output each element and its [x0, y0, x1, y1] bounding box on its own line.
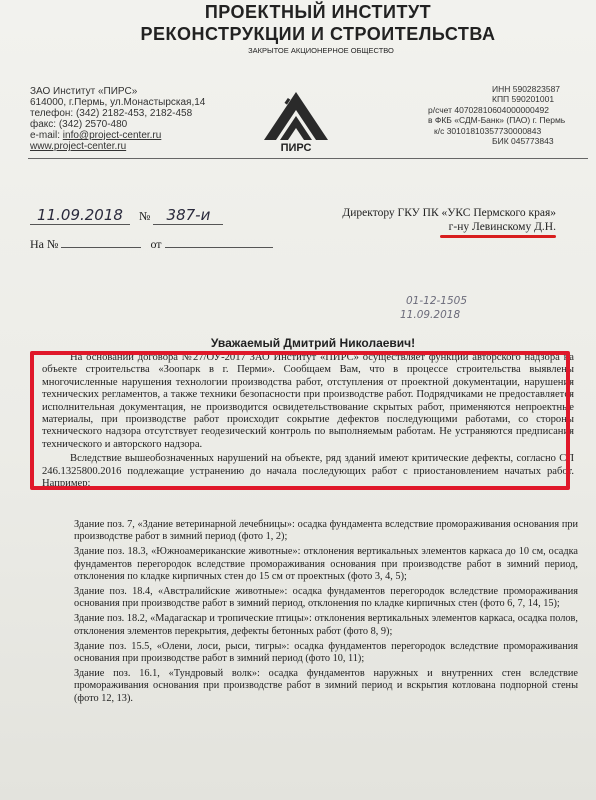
incoming-date-field — [165, 237, 273, 248]
corr-account: к/с 30101810357730000843 — [434, 125, 542, 136]
letter-date: 11.09.2018 — [30, 206, 130, 225]
list-item: Здание поз. 18.2, «Мадагаскар и тропические птицы»: отклонения вертикальных элементов каркаса, осадка полов, отклонения элементов перекрытия, дефекты бетонных работ (фото 8, 9); — [74, 613, 578, 637]
list-item: Здание поз. 16.1, «Тундровый волк»: осадка фундаментов наружных и внутренних стен вследствие промораживания основания при производстве работ в зимний период и вскрытия котлована подпорной стены (фото 12, 13). — [74, 668, 578, 704]
company-type: ЗАКРЫТОЕ АКЦИОНЕРНОЕ ОБЩЕСТВО — [248, 46, 394, 55]
logo-text: ПИРС — [280, 142, 312, 154]
addressee-block — [330, 206, 556, 234]
sender-address: 614000, г.Пермь, ул.Монастырская,14 — [30, 97, 206, 108]
addressee-name: г-ну Левинскому Д.Н. — [448, 221, 556, 233]
sender-org: ЗАО Институт «ПИРС» — [30, 86, 138, 97]
sender-contacts — [30, 86, 205, 152]
defects-list — [52, 519, 578, 708]
sender-fax: факс: (342) 2570-480 — [30, 119, 128, 130]
bank-details — [420, 84, 588, 146]
greeting: Уважаемый Дмитрий Николаевич! — [210, 336, 416, 350]
addressee-position: Директору ГКУ ПК «УКС Пермского края» — [342, 207, 556, 219]
incoming-date-label: от — [150, 237, 162, 251]
number-label: № — [139, 209, 151, 223]
header-divider — [28, 158, 588, 159]
kpp: КПП 590201001 — [492, 94, 555, 105]
sender-phone: телефон: (342) 2182-453, 2182-458 — [30, 108, 193, 119]
letter-number: 387-и — [153, 206, 223, 225]
registration-stamp — [400, 294, 467, 322]
incoming-number-label: На № — [30, 237, 59, 251]
addressee-underline-mark — [440, 235, 556, 238]
institute-title-line1: ПРОЕКТНЫЙ ИНСТИТУТ — [204, 2, 432, 22]
bank-name: в ФКБ «СДМ-Банк» (ПАО) г. Пермь — [428, 115, 566, 126]
body-paragraph-1: На основании договора №27/ОУ-2017 ЗАО Институт «ПИРС» осуществляет функции авторского надзора на объекте строительства «Зоопарк в г. Перми». Сообщаем Вам, что в процессе строительства выявлены многочисленные нарушения технологии производства работ, отступления от проектной документации, нарушения технических регламентов, а также техники безопасности при производстве работ. Подрядчиками не предоставляется исполнительная документация, не производится освидетельствование скрытых работ, применяются непроектные материалы, при производстве работ происходит сокрытие дефектов последующими работами, со стороны технического надзора отсутствует геодезический контроль по выполняемым работам. Не устраняются предписания технического и авторского надзора. — [42, 352, 574, 450]
list-item: Здание поз. 18.4, «Австралийские животные»: осадка фундаментов перегородок вследствие промораживания основания при производстве работ в зимний период, отклонения по кладке кирпичных стен (фото 6, 7, 14, 15); — [74, 586, 578, 610]
list-item: Здание поз. 18.3, «Южноамериканские животные»: отклонения вертикальных элементов каркаса до 10 см, осадка фундаментов перегородок вследствие промораживания основания при производстве работ в зимний период, отклонения по кладке кирпичных стен до 15 см от проектных (фото 3, 4, 5); — [74, 546, 578, 582]
bank-account: р/счет 40702810604000000492 — [428, 104, 549, 115]
inn: ИНН 5902823587 — [492, 84, 561, 94]
highlight-box — [30, 351, 570, 490]
sender-email-row — [30, 130, 205, 141]
body-paragraph-2: Вследствие вышеобозначенных нарушений на объекте, ряд зданий имеют критические дефекты, согласно СП 246.1325800.2016 подлежащие устранению до начала последующих работ с приостановлением начатых работ. Например: — [42, 453, 574, 490]
outgoing-ref — [30, 206, 223, 225]
bik: БИК 045773843 — [492, 136, 554, 147]
incoming-ref — [30, 237, 273, 252]
email-link[interactable]: info@project-center.ru — [62, 130, 162, 141]
list-item: Здание поз. 15.5, «Олени, лоси, рыси, тигры»: осадка фундаментов перегородок вследствие промораживания основания при производстве работ в зимний период (фото 10, 11); — [74, 640, 578, 665]
stamp-date: 11.09.2018 — [400, 309, 461, 321]
institute-title-line2: РЕКОНСТРУКЦИИ И СТРОИТЕЛЬСТВА — [140, 24, 496, 44]
website-link[interactable]: www.project-center.ru — [30, 141, 127, 152]
incoming-number-field — [61, 237, 141, 248]
list-item: Здание поз. 7, «Здание ветеринарной лечебницы»: осадка фундамента вследствие промораживания основания при производстве работ в зимний период (фото 1, 2); — [74, 519, 578, 543]
stamp-number: 01-12-1505 — [406, 295, 468, 307]
email-prefix: e-mail: — [30, 130, 63, 141]
